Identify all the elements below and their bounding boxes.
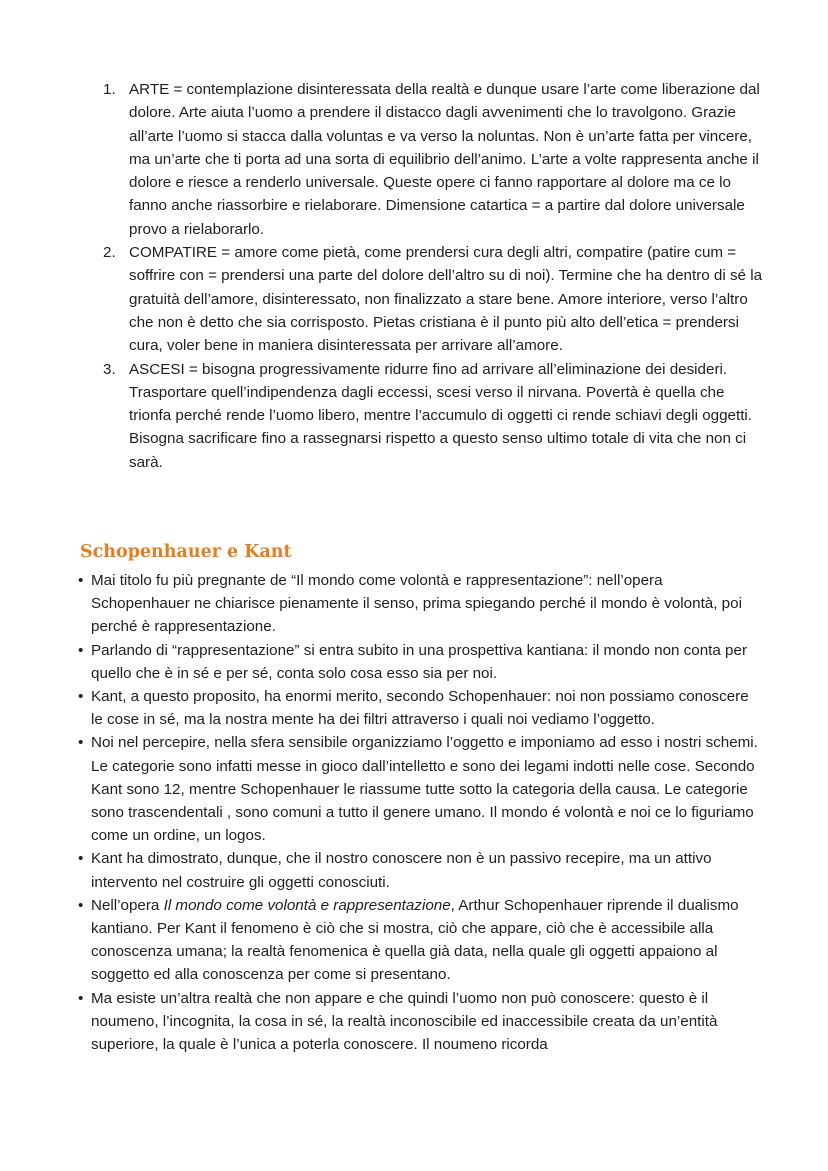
bullet-text: Ma esiste un’altra realtà che non appare e che quindi l’uomo non può conoscere: questo è il noumeno, l’incognita, la cosa in sé, la realtà inconoscibile ed inaccessibile creata da un’entità superiore, la quale è l’unica a poterla conoscere. Il noumeno ricorda xyxy=(91,989,718,1054)
bullet-text: Kant, a questo proposito, ha enormi merito, secondo Schopenhauer: noi non possiamo conoscere le cose in sé, ma la nostra mente ha dei filtri attraverso i quali noi vediamo l’oggetto. xyxy=(91,688,749,729)
bullet-text: Mai titolo fu più pregnante de “Il mondo come volontà e rappresentazione”: nell’opera Schopenhauer ne chiarisce pienamente il senso, prima spiegando perché il mondo è volontà, poi perché è rappresentazione. xyxy=(91,572,742,636)
bullet-dot: • xyxy=(78,641,84,659)
bullet-item xyxy=(78,685,758,731)
bullet-text-suffix: , Arthur Schopenhauer riprende il dualismo kantiano. Per Kant il fenomeno è ciò che si mostra, ciò che appare, ciò che è accessibile alla conoscenza umana; la realtà fenomenica è quella già data, nella quale gli oggetti appaiono al soggetto ed alla conoscenza per come si presentano. xyxy=(91,896,739,984)
bullet-dot: • xyxy=(78,896,84,914)
bullet-item xyxy=(78,847,758,893)
bullet-text: Kant ha dimostrato, dunque, che il nostro conoscere non è un passivo recepire, ma un attivo intervento nel costruire gli oggetti conosciuti. xyxy=(91,850,712,891)
numbered-item-compatire xyxy=(103,241,763,357)
bullet-item xyxy=(78,731,758,847)
section-heading: Schopenhauer e Kant xyxy=(80,542,292,562)
bullet-text: Parlando di “rappresentazione” si entra subito in una prospettiva kantiana: il mondo non conta per quello che è in sé e per sé, conta solo cosa esso sia per noi. xyxy=(91,641,747,682)
numbered-item-ascesi xyxy=(103,358,763,474)
book-title: Il mondo come volontà e rappresentazione xyxy=(163,896,451,914)
bullet-dot: • xyxy=(78,572,84,589)
bullet-item xyxy=(78,569,758,639)
bullet-dot: • xyxy=(78,688,84,706)
bullet-text: Noi nel percepire, nella sfera sensibile organizziamo l’oggetto e imponiamo ad esso i nostri schemi. Le categorie sono infatti messe in gioco dall’intelletto e sono dei legami indotti nelle cose. Secondo Kant sono 12, mentre Schopenhauer le riassume tutte sotto la categoria della causa. Le categorie sono trascendentali , sono comuni a tutto il genere umano. Il mondo é volontà e noi ce lo figuriamo come un ordine, un logos. xyxy=(91,734,758,845)
bullet-item xyxy=(78,987,758,1057)
bullet-dot: • xyxy=(78,989,84,1007)
bullet-dot: • xyxy=(78,850,84,868)
bullet-text-prefix: Nell’opera xyxy=(91,896,164,914)
item-number: 3. xyxy=(103,360,116,378)
bullet-dot: • xyxy=(78,734,84,752)
bullet-item xyxy=(78,894,758,987)
numbered-list xyxy=(103,78,763,474)
item-number: 1. xyxy=(103,81,116,98)
bullet-list xyxy=(78,569,758,1056)
item-text: ARTE = contemplazione disinteressata della realtà e dunque usare l’arte come liberazione dal dolore. Arte aiuta l’uomo a prendere il distacco dagli avvenimenti che lo travolgono. Grazie all’arte l’uomo si stacca dalla voluntas e va verso la noluntas. Non è un’arte fatta per vincere, ma un’arte che ti porta ad una sorta di equilibrio dell’animo. L’arte a volte rappresenta anche il dolore e riesce a renderlo universale. Queste opere ci fanno rapportare al dolore ma ce lo fanno anche riassorbire e rielaborare. Dimensione catartica = a partire dal dolore universale provo a rielaborarlo. xyxy=(129,81,760,238)
numbered-item-arte xyxy=(103,78,763,241)
item-number: 2. xyxy=(103,244,116,262)
item-text: COMPATIRE = amore come pietà, come prendersi cura degli altri, compatire (patire cum = soffrire con = prendersi una parte del dolore dell’altro su di noi). Termine che ha dentro di sé la gratuità dell’amore, disinteressato, non finalizzato a stare bene. Amore interiore, verso l’altro che non è detto che sia corrisposto. Pietas cristiana è il punto più alto dell’etica = prendersi cura, voler bene in maniera disinteressata per arrivare all’amore. xyxy=(129,244,763,355)
bullet-item xyxy=(78,639,758,685)
item-text: ASCESI = bisogna progressivamente ridurre fino ad arrivare all’eliminazione dei desideri. Trasportare quell’indipendenza dagli eccessi, scesi verso il nirvana. Povertà è quella che trionfa perché rende l’uomo libero, mentre l’accumulo di oggetti ci rende schiavi degli oggetti. Bisogna sacrificare fino a rassegnarsi rispetto a questo senso ultimo totale di vita che non ci sarà. xyxy=(129,360,753,471)
